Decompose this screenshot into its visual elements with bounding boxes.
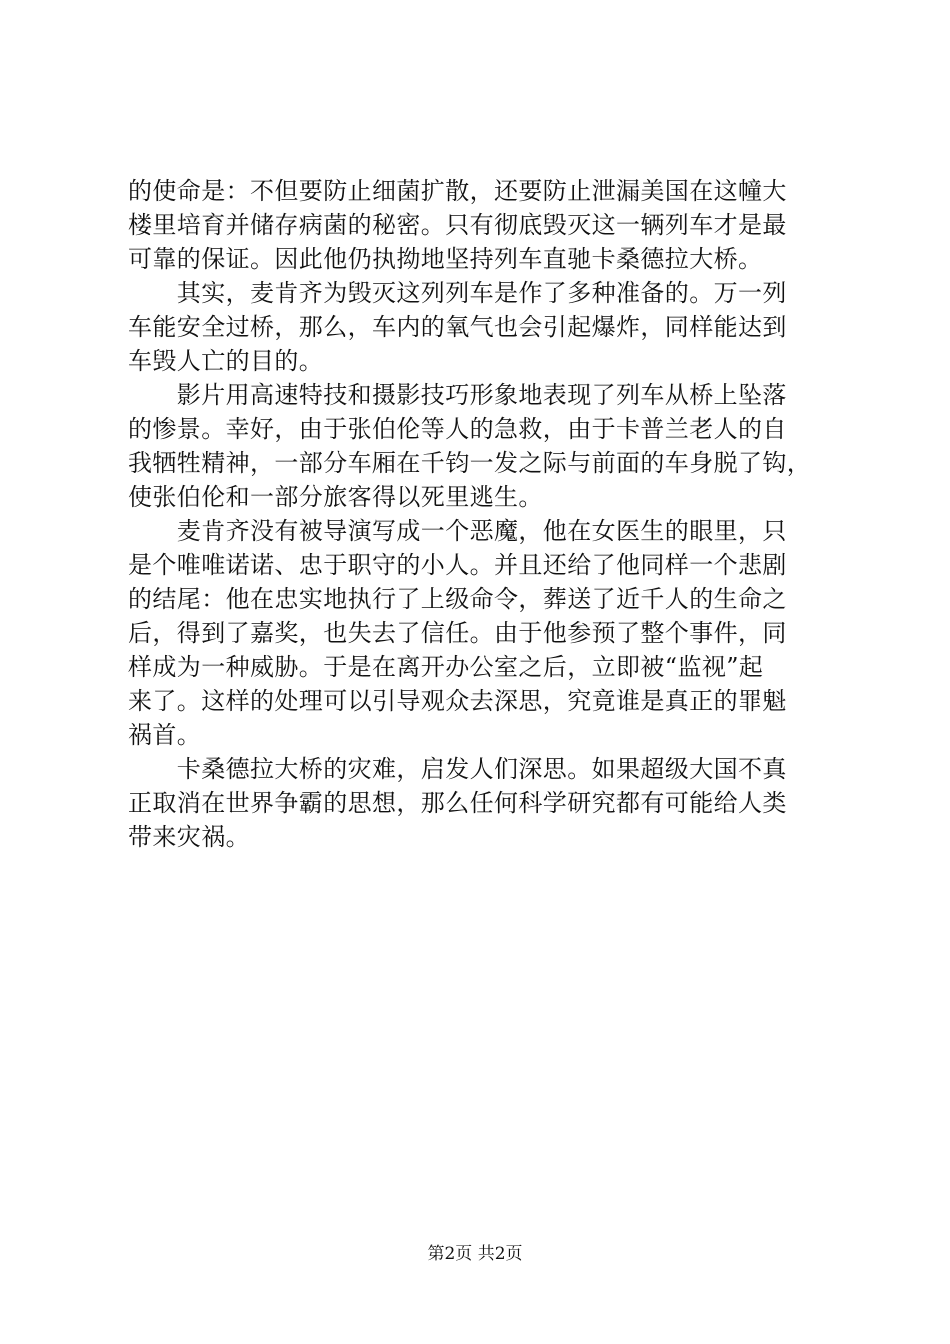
text-line: 车毁人亡的目的。 [128, 347, 324, 375]
text-line: 可靠的保证。因此他仍执拗地坚持列车直驰卡桑德拉大桥。 [128, 245, 763, 273]
text-line: 的惨景。幸好，由于张伯伦等人的急救，由于卡普兰老人的自 [128, 415, 787, 443]
text-line: 使张伯伦和一部分旅客得以死里逃生。 [128, 483, 543, 511]
text-line: 后，得到了嘉奖，也失去了信任。由于他参预了整个事件，同 [128, 619, 787, 647]
text-line: 的结尾：他在忠实地执行了上级命令，葬送了近千人的生命之 [128, 585, 787, 613]
text-line: 正取消在世界争霸的思想，那么任何科学研究都有可能给人类 [128, 789, 787, 817]
page-footer: 第2页 共2页 [427, 1244, 523, 1264]
text-line: 影片用高速特技和摄影技巧形象地表现了列车从桥上坠落 [128, 381, 787, 409]
text-line: 卡桑德拉大桥的灾难，启发人们深思。如果超级大国不真 [128, 755, 787, 783]
text-line: 祸首。 [128, 721, 202, 749]
text-line: 的使命是：不但要防止细菌扩散，还要防止泄漏美国在这幢大 [128, 177, 787, 205]
text-line: 带来灾祸。 [128, 823, 250, 851]
text-line: 是个唯唯诺诺、忠于职守的小人。并且还给了他同样一个悲剧 [128, 551, 787, 579]
text-line: 麦肯齐没有被导演写成一个恶魔，他在女医生的眼里，只 [128, 517, 787, 545]
text-line: 其实，麦肯齐为毁灭这列列车是作了多种准备的。万一列 [128, 279, 787, 307]
text-line: 楼里培育并储存病菌的秘密。只有彻底毁灭这一辆列车才是最 [128, 211, 787, 239]
text-line: 样成为一种威胁。于是在离开办公室之后，立即被“监视”起 [128, 653, 764, 681]
text-line: 车能安全过桥，那么，车内的氧气也会引起爆炸，同样能达到 [128, 313, 787, 341]
text-line: 我牺牲精神，一部分车厢在千钧一发之际与前面的车身脱了钩， [128, 449, 812, 477]
text-line: 来了。这样的处理可以引导观众去深思，究竟谁是真正的罪魁 [128, 687, 787, 715]
body-text [128, 174, 830, 854]
